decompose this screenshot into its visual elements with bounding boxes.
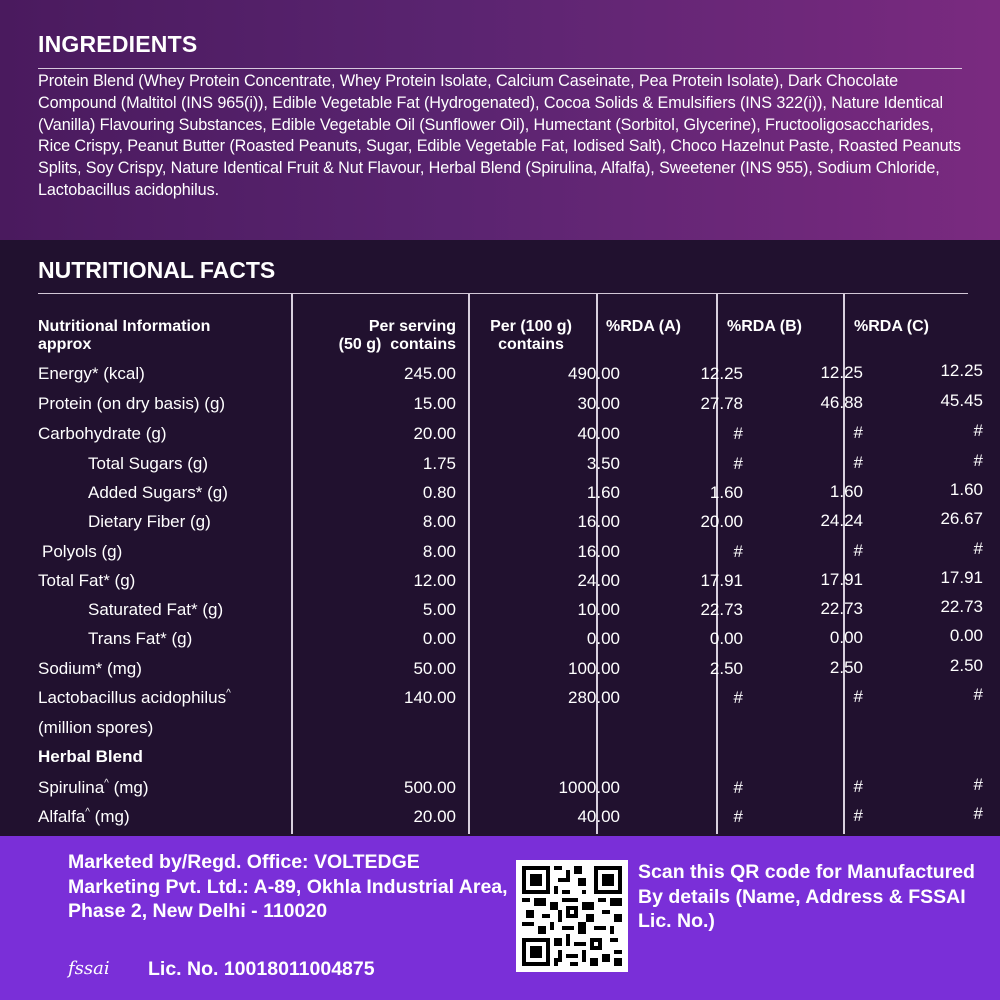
row-label-text: Polyols (g) <box>42 542 123 561</box>
cell-b: # <box>853 806 863 825</box>
row-label-text: Carbohydrate (g) <box>38 424 167 443</box>
row-label <box>38 394 225 414</box>
footer-section <box>0 836 1000 1000</box>
cell-serving: 0.00 <box>422 629 456 648</box>
cell-c: 17.91 <box>940 568 983 587</box>
cell-per100: 10.00 <box>577 600 620 619</box>
row-label-text: Trans Fat* (g) <box>88 629 193 648</box>
cell-per100: 16.00 <box>577 542 620 561</box>
row-label-text: Total Fat* (g) <box>38 571 136 590</box>
header-rda-c: %RDA (C) <box>854 318 929 335</box>
ingredients-divider <box>38 68 962 69</box>
table-row <box>38 718 968 748</box>
license-number: Lic. No. 10018011004875 <box>148 958 375 980</box>
table-row <box>38 775 983 808</box>
header-line: Nutritional Information <box>38 318 211 335</box>
cell-b: # <box>853 687 863 706</box>
row-label <box>42 542 122 562</box>
cell-serving: 8.00 <box>422 542 456 561</box>
cell-c: 22.73 <box>940 597 983 616</box>
nutrition-table <box>38 294 983 834</box>
row-label-text: Herbal Blend <box>38 747 143 766</box>
cell-a: 1.60 <box>709 483 743 502</box>
header-line: (50 g) contains <box>338 336 456 353</box>
row-label <box>38 807 130 827</box>
header-line: contains <box>498 336 564 353</box>
row-label <box>38 718 153 738</box>
table-row <box>38 480 983 513</box>
header-line: Per (100 g) <box>490 318 572 335</box>
cell-serving: 20.00 <box>413 807 456 826</box>
cell-b: 2.50 <box>829 658 863 677</box>
table-row <box>38 391 983 424</box>
cell-c: # <box>973 804 983 823</box>
table-row <box>38 568 983 601</box>
cell-c: # <box>973 421 983 440</box>
cell-per100: 3.50 <box>586 454 620 473</box>
cell-serving: 0.80 <box>422 483 456 502</box>
row-label-suffix: (mg) <box>89 807 130 826</box>
cell-c: # <box>973 685 983 704</box>
cell-b: 0.00 <box>829 628 863 647</box>
fssai-logo: fssai <box>68 958 110 979</box>
cell-a: 17.91 <box>700 571 743 590</box>
cell-serving: 140.00 <box>404 688 456 707</box>
cell-b: 12.25 <box>820 363 863 382</box>
cell-serving: 12.00 <box>413 571 456 590</box>
cell-per100: 1000.00 <box>558 778 620 797</box>
row-label-text: Lactobacillus acidophilus <box>38 688 227 707</box>
nutrition-section <box>0 240 1000 836</box>
row-label <box>88 600 223 620</box>
row-label-text: (million spores) <box>38 718 154 737</box>
table-row <box>38 539 983 572</box>
cell-a: 2.50 <box>709 659 743 678</box>
row-label-text: Sodium* (mg) <box>38 659 142 678</box>
cell-serving: 1.75 <box>422 454 456 473</box>
cell-serving: 8.00 <box>422 512 456 531</box>
row-label-text: Total Sugars (g) <box>88 454 208 473</box>
cell-c: # <box>973 451 983 470</box>
cell-b: 17.91 <box>820 570 863 589</box>
cell-c: 26.67 <box>940 509 983 528</box>
cell-c: 2.50 <box>949 656 983 675</box>
cell-per100: 0.00 <box>586 629 620 648</box>
cell-a: 20.00 <box>700 512 743 531</box>
caret-mark: ^ <box>85 807 90 818</box>
cell-c: 1.60 <box>949 480 983 499</box>
row-label <box>38 778 149 798</box>
cell-per100: 100.00 <box>568 659 620 678</box>
cell-b: # <box>853 453 863 472</box>
cell-a: # <box>733 807 743 826</box>
cell-b: # <box>853 777 863 796</box>
cell-per100: 490.00 <box>568 364 620 383</box>
cell-a: 22.73 <box>700 600 743 619</box>
ingredients-text: Protein Blend (Whey Protein Concentrate, Whey Protein Isolate, Calcium Caseinate, Pea Protein Isolate), Dark Chocolate Compound (Maltitol (INS 965(i)), Edible Vegetable Fat (Hydrogenated), Cocoa Solids & Emulsifiers (INS 322(i)), Nature Identical (Vanilla) Flavouring Substances, Edible Vegetable Oil (Sunflower Oil), Humectant (Sorbitol, Glycerine), Fructooligosaccharides, Rice Crispy, Peanut Butter (Roasted Peanuts, Sugar, Edible Vegetable Fat, Iodised Salt), Choco Hazelnut Paste, Roasted Peanuts Splits, Soy Crispy, Nature Identical Fruit & Nut Flavour, Herbal Blend (Spirulina, Alfalfa), Sweetener (INS 955), Sodium Chloride, Lactobacillus acidophilus. <box>38 72 961 199</box>
row-label-text: Alfalfa <box>38 807 86 826</box>
row-label <box>38 364 145 384</box>
cell-per100: 24.00 <box>577 571 620 590</box>
row-label <box>88 629 192 649</box>
row-label <box>38 424 167 444</box>
cell-b: 24.24 <box>820 511 863 530</box>
cell-a: 27.78 <box>700 394 743 413</box>
table-row <box>38 361 983 394</box>
cell-a: # <box>733 778 743 797</box>
row-label <box>88 483 228 503</box>
caret-mark: ^ <box>104 778 109 789</box>
cell-c: # <box>973 539 983 558</box>
cell-per100: 40.00 <box>577 424 620 443</box>
ingredients-title: INGREDIENTS <box>38 31 198 57</box>
header-per-100g <box>478 318 584 354</box>
table-row <box>38 804 983 837</box>
row-label <box>38 571 135 591</box>
caret-mark: ^ <box>226 688 231 699</box>
cell-per100: 40.00 <box>577 807 620 826</box>
table-row <box>38 685 983 718</box>
header-rda-a: %RDA (A) <box>606 318 681 335</box>
header-per-serving <box>339 318 456 354</box>
table-row <box>38 451 983 484</box>
cell-serving: 50.00 <box>413 659 456 678</box>
nutrition-title: NUTRITIONAL FACTS <box>38 257 276 283</box>
table-row <box>38 597 983 630</box>
header-line: approx <box>38 336 92 353</box>
cell-serving: 20.00 <box>413 424 456 443</box>
cell-b: 22.73 <box>820 599 863 618</box>
row-label <box>38 688 231 708</box>
row-label <box>88 454 208 474</box>
qr-code[interactable] <box>516 860 628 972</box>
row-label <box>38 747 143 767</box>
qr-caption: Scan this QR code for Manufactured By details (Name, Address & FSSAI Lic. No.) <box>638 861 975 932</box>
header-nutritional-information <box>38 318 288 354</box>
cell-b: # <box>853 423 863 442</box>
cell-a: 0.00 <box>709 629 743 648</box>
row-label-text: Saturated Fat* (g) <box>88 600 224 619</box>
marketed-by-address: Marketed by/Regd. Office: VOLTEDGE Marketing Pvt. Ltd.: A-89, Okhla Industrial Area, Phase 2, New Delhi - 110020 <box>68 851 508 922</box>
cell-b: 1.60 <box>829 482 863 501</box>
cell-per100: 30.00 <box>577 394 620 413</box>
row-label <box>38 659 142 679</box>
row-label-suffix: (mg) <box>108 778 149 797</box>
row-label <box>88 512 211 532</box>
cell-per100: 16.00 <box>577 512 620 531</box>
cell-a: # <box>733 424 743 443</box>
header-line: Per serving <box>368 318 456 335</box>
row-label-text: Energy* (kcal) <box>38 364 145 383</box>
cell-a: # <box>733 454 743 473</box>
cell-serving: 5.00 <box>422 600 456 619</box>
cell-serving: 500.00 <box>404 778 456 797</box>
cell-c: 0.00 <box>949 626 983 645</box>
cell-c: # <box>973 775 983 794</box>
cell-a: # <box>733 542 743 561</box>
header-rda-b: %RDA (B) <box>727 318 802 335</box>
row-label-text: Protein (on dry basis) (g) <box>38 394 226 413</box>
cell-c: 45.45 <box>940 391 983 410</box>
cell-a: # <box>733 688 743 707</box>
cell-per100: 1.60 <box>586 483 620 502</box>
cell-serving: 15.00 <box>413 394 456 413</box>
ingredients-section <box>0 0 1000 240</box>
cell-b: # <box>853 541 863 560</box>
row-label-text: Dietary Fiber (g) <box>88 512 211 531</box>
table-row <box>38 656 983 689</box>
cell-b: 46.88 <box>820 393 863 412</box>
row-label-text: Spirulina <box>38 778 105 797</box>
table-row <box>38 421 983 454</box>
table-row <box>38 747 968 777</box>
cell-c: 12.25 <box>940 361 983 380</box>
cell-per100: 280.00 <box>568 688 620 707</box>
qr-code-icon <box>522 866 622 966</box>
table-row <box>38 509 983 542</box>
table-row <box>38 626 983 659</box>
cell-serving: 245.00 <box>404 364 456 383</box>
cell-a: 12.25 <box>700 364 743 383</box>
row-label-text: Added Sugars* (g) <box>88 483 228 502</box>
